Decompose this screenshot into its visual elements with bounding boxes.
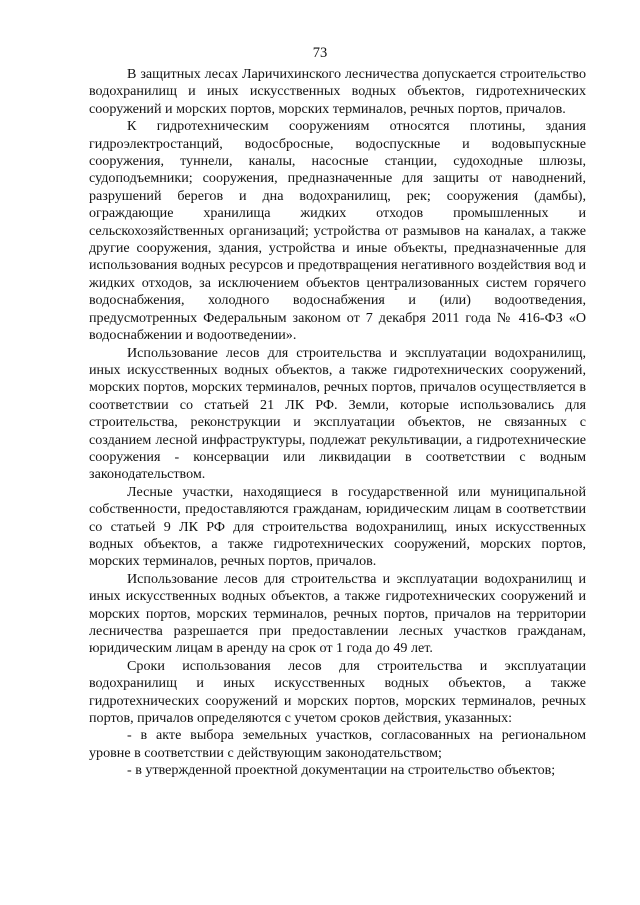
list-item-land-selection-act: - в акте выбора земельных участков, согласованных на региональном уровне в соответствии с действующим законодательством; (89, 727, 586, 761)
paragraph-hydraulic-structures-definition: К гидротехническим сооружениям относятся плотины, здания гидроэлектростанций, водосбросные, водоспускные и водовыпускные сооружения, туннели, каналы, насосные станции, судоходные шлюзы, судоподъемники; сооружения, предназначенные для защиты от наводнений, разрушений берегов и дна водохранилищ, рек; сооружения (дамбы), ограждающие хранилища жидких отходов промышленных и сельскохозяйственных организаций; устройства от размывов на каналах, а также другие сооружения, здания, устройства и иные объекты, предназначенные для использования водных ресурсов и предотвращения негативного воздействия вод и жидких отходов, за исключением объектов централизованных систем горячего водоснабжения, холодного водоснабжения и (или) водоотведения, предусмотренных Федеральным законом от 7 декабря 2011 года № 416-ФЗ «О водоснабжении и водоотведении». (89, 118, 586, 344)
paragraph-lease-term: Использование лесов для строительства и эксплуатации водохранилищ и иных искусственных водных объектов, а также гидротехнических сооружений и морских портов, морских терминалов, речных портов, причалов на территории лесничества разрешается при предоставлении лесных участков гражданам, юридическим лицам в аренду на срок от 1 года до 49 лет. (89, 570, 586, 657)
paragraph-forest-use-article-21: Использование лесов для строительства и эксплуатации водохранилищ, иных искусственных водных объектов, а также гидротехнических сооружений, морских портов, морских терминалов, речных портов, причалов осуществляется в соответствии со статьей 21 ЛК РФ. Земли, которые использовались для строительства, реконструкции и эксплуатации объектов, не связанных с созданием лесной инфраструктуры, подлежат рекультивации, а гидротехнические сооружения - консервации или ликвидации в соответствии с водным законодательством. (89, 344, 586, 483)
document-body (89, 66, 586, 780)
page-number: 73 (312, 45, 328, 61)
paragraph-use-periods: Сроки использования лесов для строительства и эксплуатации водохранилищ и иных искусственных водных объектов, а также гидротехнических сооружений и морских портов, морских терминалов, речных портов, причалов определяются с учетом сроков действия, указанных: (89, 657, 586, 727)
list-item-project-documentation: - в утвержденной проектной документации на строительство объектов; (127, 762, 556, 779)
paragraph-protective-forests: В защитных лесах Ларичихинского лесничества допускается строительство водохранилищ и иных искусственных водных объектов, гидротехнических сооружений и морских портов, морских терминалов, речных портов, причалов. (89, 66, 586, 117)
paragraph-forest-plots-article-9: Лесные участки, находящиеся в государственной или муниципальной собственности, предоставляются гражданам, юридическим лицам в соответствии со статьей 9 ЛК РФ для строительства водохранилищ, иных искусственных водных объектов, а также гидротехнических сооружений, морских портов, морских терминалов, речных портов, причалов. (89, 483, 586, 570)
